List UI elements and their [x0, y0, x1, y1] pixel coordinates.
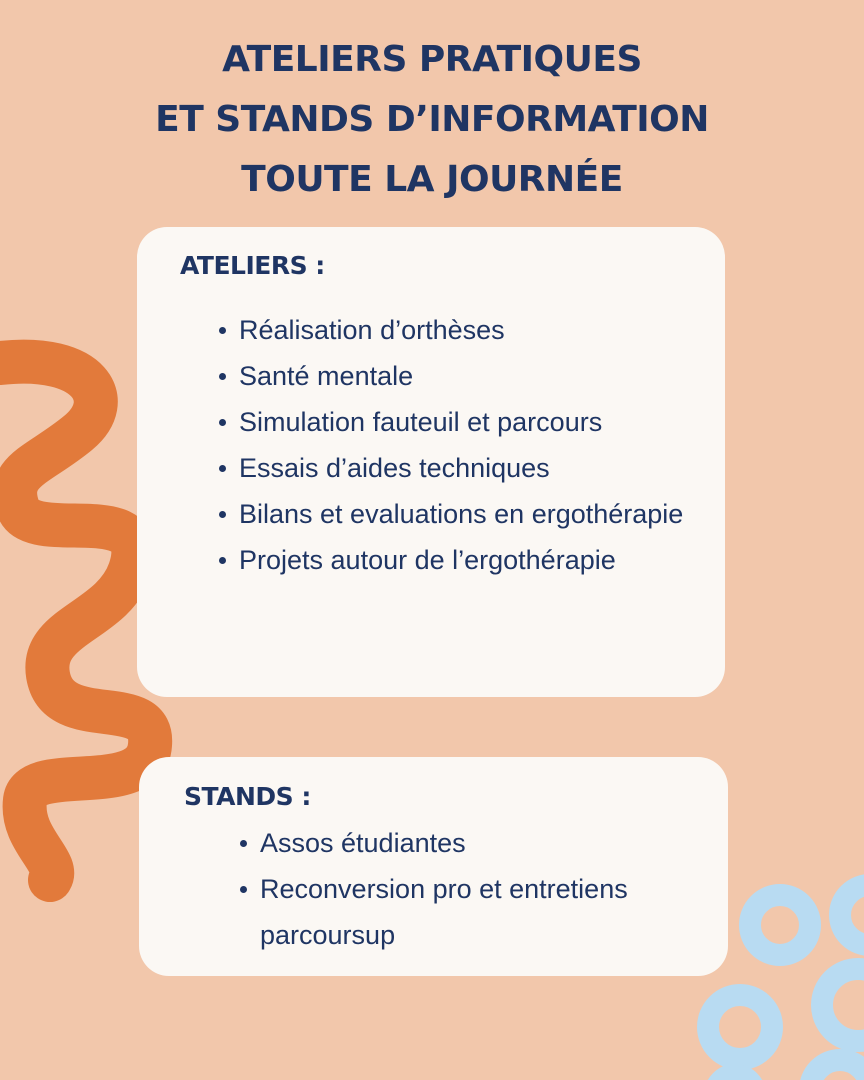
blue-ring-2: [840, 885, 864, 945]
ateliers-list-item: Bilans et evaluations en ergothérapie: [239, 491, 709, 537]
stands-list-item: Reconversion pro et entretiens parcoursup: [260, 866, 710, 958]
title-line-3: TOUTE LA JOURNÉE: [241, 159, 623, 200]
blue-ring-6: [715, 1075, 755, 1080]
ateliers-heading: ATELIERS :: [180, 251, 325, 280]
blue-ring-3: [708, 995, 772, 1059]
ateliers-list-item: Santé mentale: [239, 353, 709, 399]
stands-heading: STANDS :: [184, 782, 311, 811]
ateliers-list-item: Essais d’aides techniques: [239, 445, 709, 491]
blue-ring-5: [810, 1060, 864, 1080]
blue-rings-decoration: [708, 885, 864, 1080]
page-title: [0, 30, 864, 210]
stands-card: [139, 757, 728, 976]
ateliers-card: [137, 227, 725, 697]
stands-list: [260, 820, 710, 958]
title-line-1: ATELIERS PRATIQUES: [222, 39, 642, 80]
ateliers-list-item: Réalisation d’orthèses: [239, 307, 709, 353]
orange-squiggle-decoration: [0, 362, 150, 880]
stands-list-item: Assos étudiantes: [260, 820, 710, 866]
title-line-2: ET STANDS D’INFORMATION: [155, 99, 709, 140]
blue-ring-1: [750, 895, 810, 955]
ateliers-list: [239, 307, 709, 583]
ateliers-list-item: Simulation fauteuil et parcours: [239, 399, 709, 445]
blue-ring-4: [822, 969, 864, 1041]
ateliers-list-item: Projets autour de l’ergothérapie: [239, 537, 709, 583]
